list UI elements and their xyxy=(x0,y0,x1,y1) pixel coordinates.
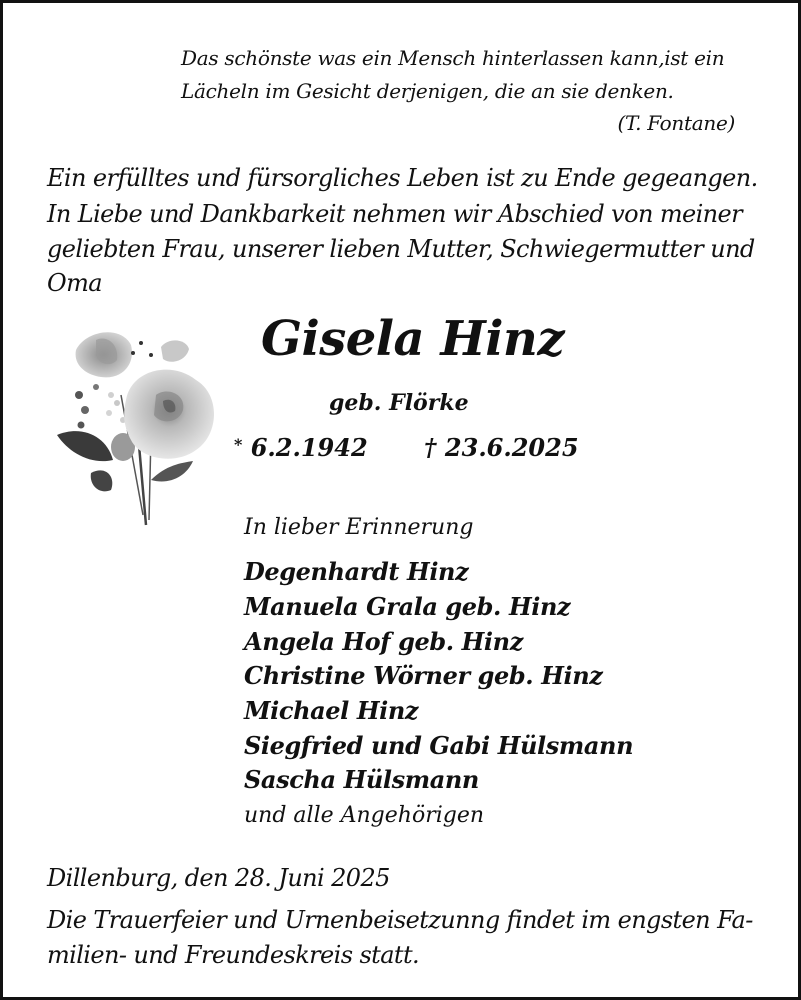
intro-line-3: geliebten Frau, unserer lieben Mutter, Schwiegermutter und xyxy=(47,235,755,263)
death-date-line xyxy=(424,433,579,462)
remembrance-heading: In lieber Erinnerung xyxy=(244,515,474,540)
birth-name: geb. Flörke xyxy=(329,390,469,416)
quote-line-2: Lächeln im Gesicht derjenigen, die an sie denken. xyxy=(181,79,674,103)
notice-line-2: milien- und Freundeskreis statt. xyxy=(47,941,420,969)
mourner-name: Michael Hinz xyxy=(244,696,419,725)
birth-date-line xyxy=(234,433,368,462)
mourner-name: Siegfried und Gabi Hülsmann xyxy=(244,731,634,760)
mourners-closing: und alle Angehörigen xyxy=(244,803,485,828)
mourner-name: Degenhardt Hinz xyxy=(244,557,469,586)
intro-line-1: Ein erfülltes und fürsorgliches Leben ist zu Ende gegeangen. xyxy=(47,164,758,192)
mourner-name: Sascha Hülsmann xyxy=(244,765,479,794)
death-symbol: † xyxy=(424,433,437,462)
intro-line-4: Oma xyxy=(47,269,102,297)
rose-bouquet-icon xyxy=(51,325,229,531)
mourner-name: Manuela Grala geb. Hinz xyxy=(244,592,571,621)
notice-line-1: Die Trauerfeier und Urnenbeisetzunng findet im engsten Fa- xyxy=(47,906,753,934)
birth-date: 6.2.1942 xyxy=(250,433,368,462)
intro-line-2: In Liebe und Dankbarkeit nehmen wir Abschied von meiner xyxy=(47,200,743,228)
birth-symbol: * xyxy=(234,435,243,454)
mourner-name: Christine Wörner geb. Hinz xyxy=(244,661,603,690)
death-date: 23.6.2025 xyxy=(444,433,579,462)
quote-author: (T. Fontane) xyxy=(617,111,735,135)
mourner-name: Angela Hof geb. Hinz xyxy=(244,627,523,656)
place-date: Dillenburg, den 28. Juni 2025 xyxy=(47,864,390,892)
quote-line-1: Das schönste was ein Mensch hinterlassen kann,ist ein xyxy=(181,46,725,70)
deceased-name: Gisela Hinz xyxy=(261,311,565,367)
